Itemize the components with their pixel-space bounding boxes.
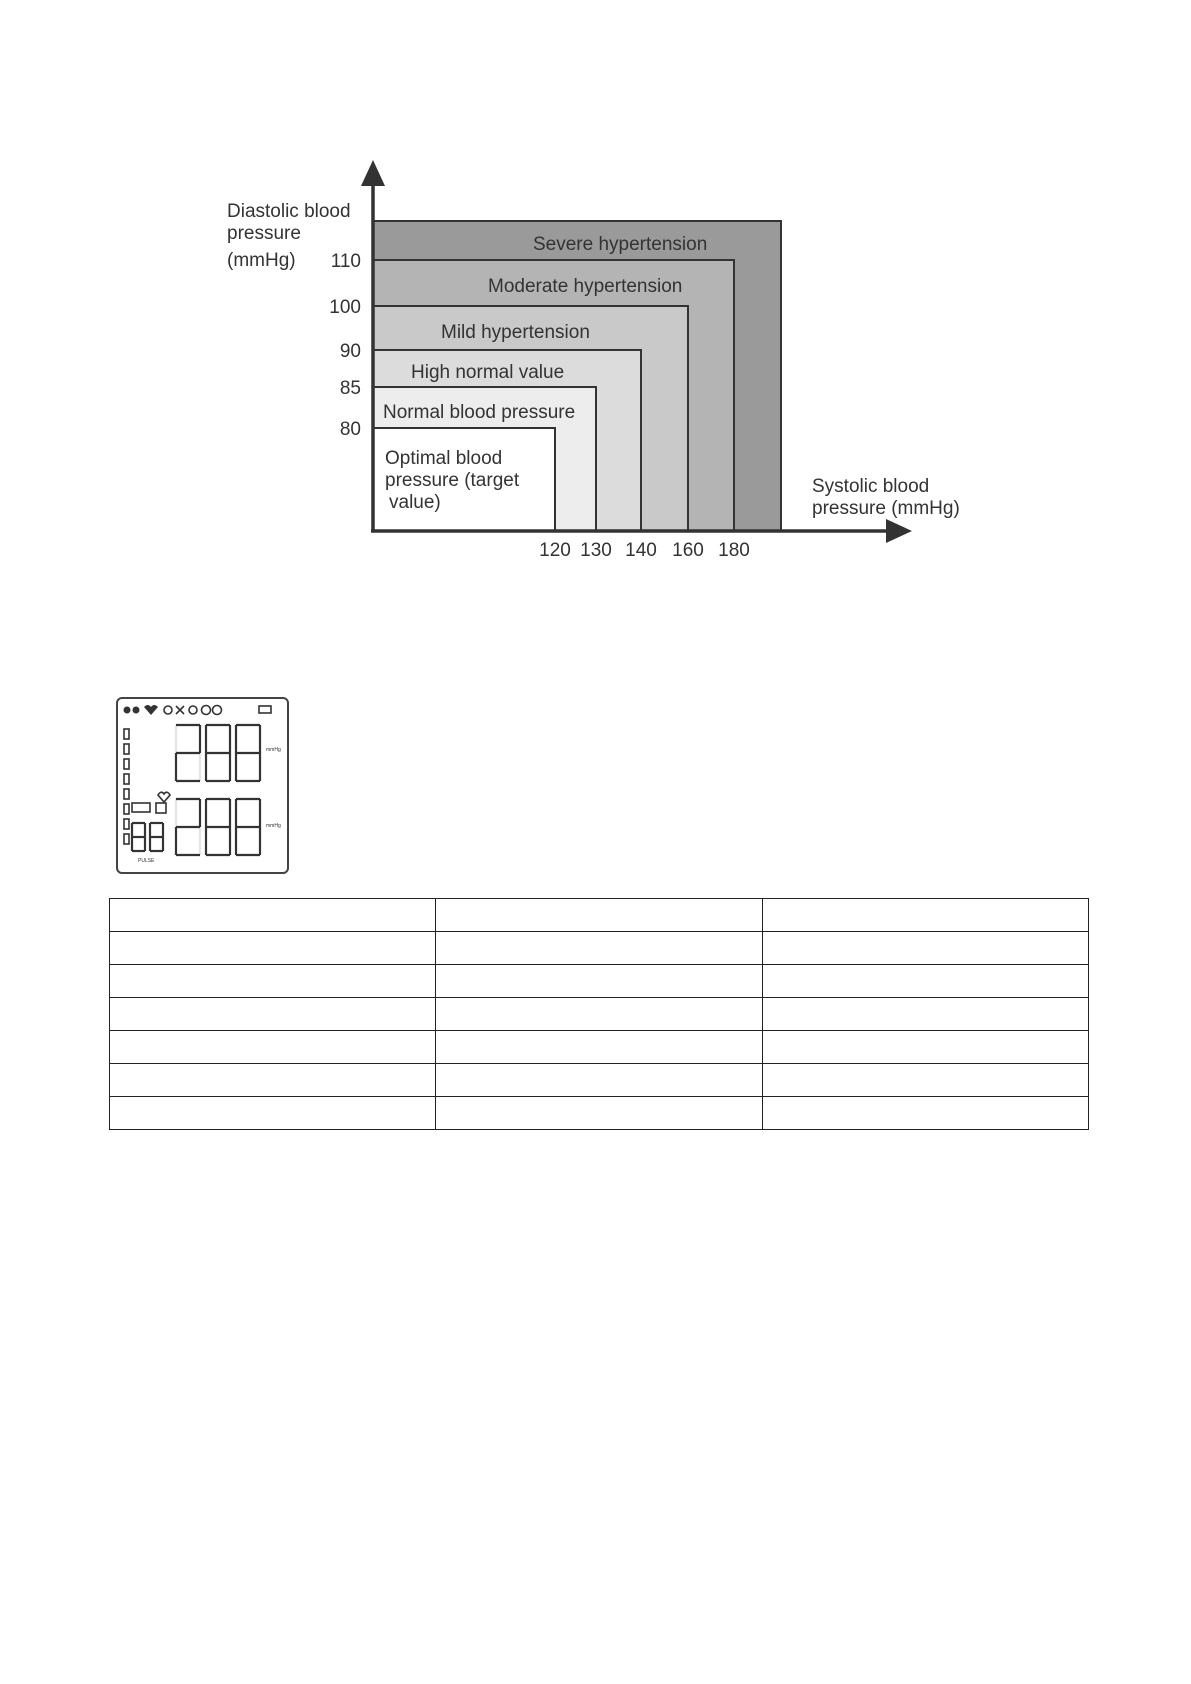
lcd-status-icons: [124, 705, 272, 715]
lcd-unit-bottom: mmHg: [266, 823, 281, 829]
lcd-digit-pulse: [132, 823, 145, 851]
lcd-display-illustration: [116, 697, 289, 874]
lcd-side-bar: [124, 729, 129, 844]
x-axis-label: Systolic blood pressure (mmHg): [812, 476, 960, 519]
memory-number-icon: [156, 803, 166, 813]
table-cell: [436, 998, 762, 1031]
blank-table: [109, 898, 1089, 1130]
lcd-digit-top: [176, 725, 200, 781]
table-cell: [110, 899, 436, 932]
region-label-0: Optimal blood pressure (target value): [385, 448, 520, 513]
x-tick-label: 180: [718, 540, 750, 561]
table-cell: [436, 1064, 762, 1097]
table-row: [110, 932, 1089, 965]
table-cell: [110, 965, 436, 998]
y-tick-label: 85: [339, 378, 361, 399]
table-cell: [762, 1064, 1088, 1097]
region-label-5: Severe hypertension: [533, 234, 708, 255]
table-cell: [436, 1031, 762, 1064]
table-row: [110, 1097, 1089, 1130]
table-cell: [436, 965, 762, 998]
table-cell: [436, 932, 762, 965]
lcd-digit-top: [236, 725, 260, 781]
table-cell: [110, 932, 436, 965]
table-cell: [762, 899, 1088, 932]
table-cell: [110, 1031, 436, 1064]
lcd-unit-top: mmHg: [266, 747, 281, 753]
table-row: [110, 965, 1089, 998]
table-cell: [110, 1097, 436, 1130]
memory-icon: [132, 803, 150, 812]
lcd-digit-top: [206, 725, 230, 781]
table-row: [110, 899, 1089, 932]
lcd-digit-bottom: [176, 799, 200, 855]
region-label-1: Normal blood pressure: [383, 402, 576, 423]
table-row: [110, 1031, 1089, 1064]
table-cell: [762, 932, 1088, 965]
table-row: [110, 1064, 1089, 1097]
lcd-digit-pulse: [150, 823, 163, 851]
table-cell: [762, 965, 1088, 998]
table-cell: [762, 1031, 1088, 1064]
table-cell: [436, 1097, 762, 1130]
table-cell: [762, 1097, 1088, 1130]
table-cell: [762, 998, 1088, 1031]
table-row: [110, 998, 1089, 1031]
y-axis-label: Diastolic blood pressure (mmHg): [227, 201, 351, 271]
x-axis-arrow: [886, 519, 912, 543]
blood-pressure-classification-chart: [0, 0, 1191, 600]
y-tick-label: 80: [339, 419, 361, 440]
lcd-digit-bottom: [206, 799, 230, 855]
y-tick-label: 100: [329, 297, 361, 318]
table-cell: [436, 899, 762, 932]
heart-icon: [158, 792, 170, 802]
lcd-pulse-label: PULSE: [138, 858, 155, 864]
x-tick-label: 120: [539, 540, 571, 561]
lcd-digit-bottom: [236, 799, 260, 855]
region-label-4: Moderate hypertension: [488, 276, 683, 297]
region-label-3: Mild hypertension: [441, 322, 590, 343]
table-cell: [110, 998, 436, 1031]
y-tick-label: 90: [339, 341, 361, 362]
region-label-2: High normal value: [411, 362, 565, 383]
x-tick-label: 130: [580, 540, 612, 561]
x-tick-label: 160: [672, 540, 704, 561]
table-cell: [110, 1064, 436, 1097]
y-axis-arrow: [361, 160, 385, 186]
y-tick-label: 110: [330, 251, 361, 272]
x-tick-label: 140: [625, 540, 657, 561]
